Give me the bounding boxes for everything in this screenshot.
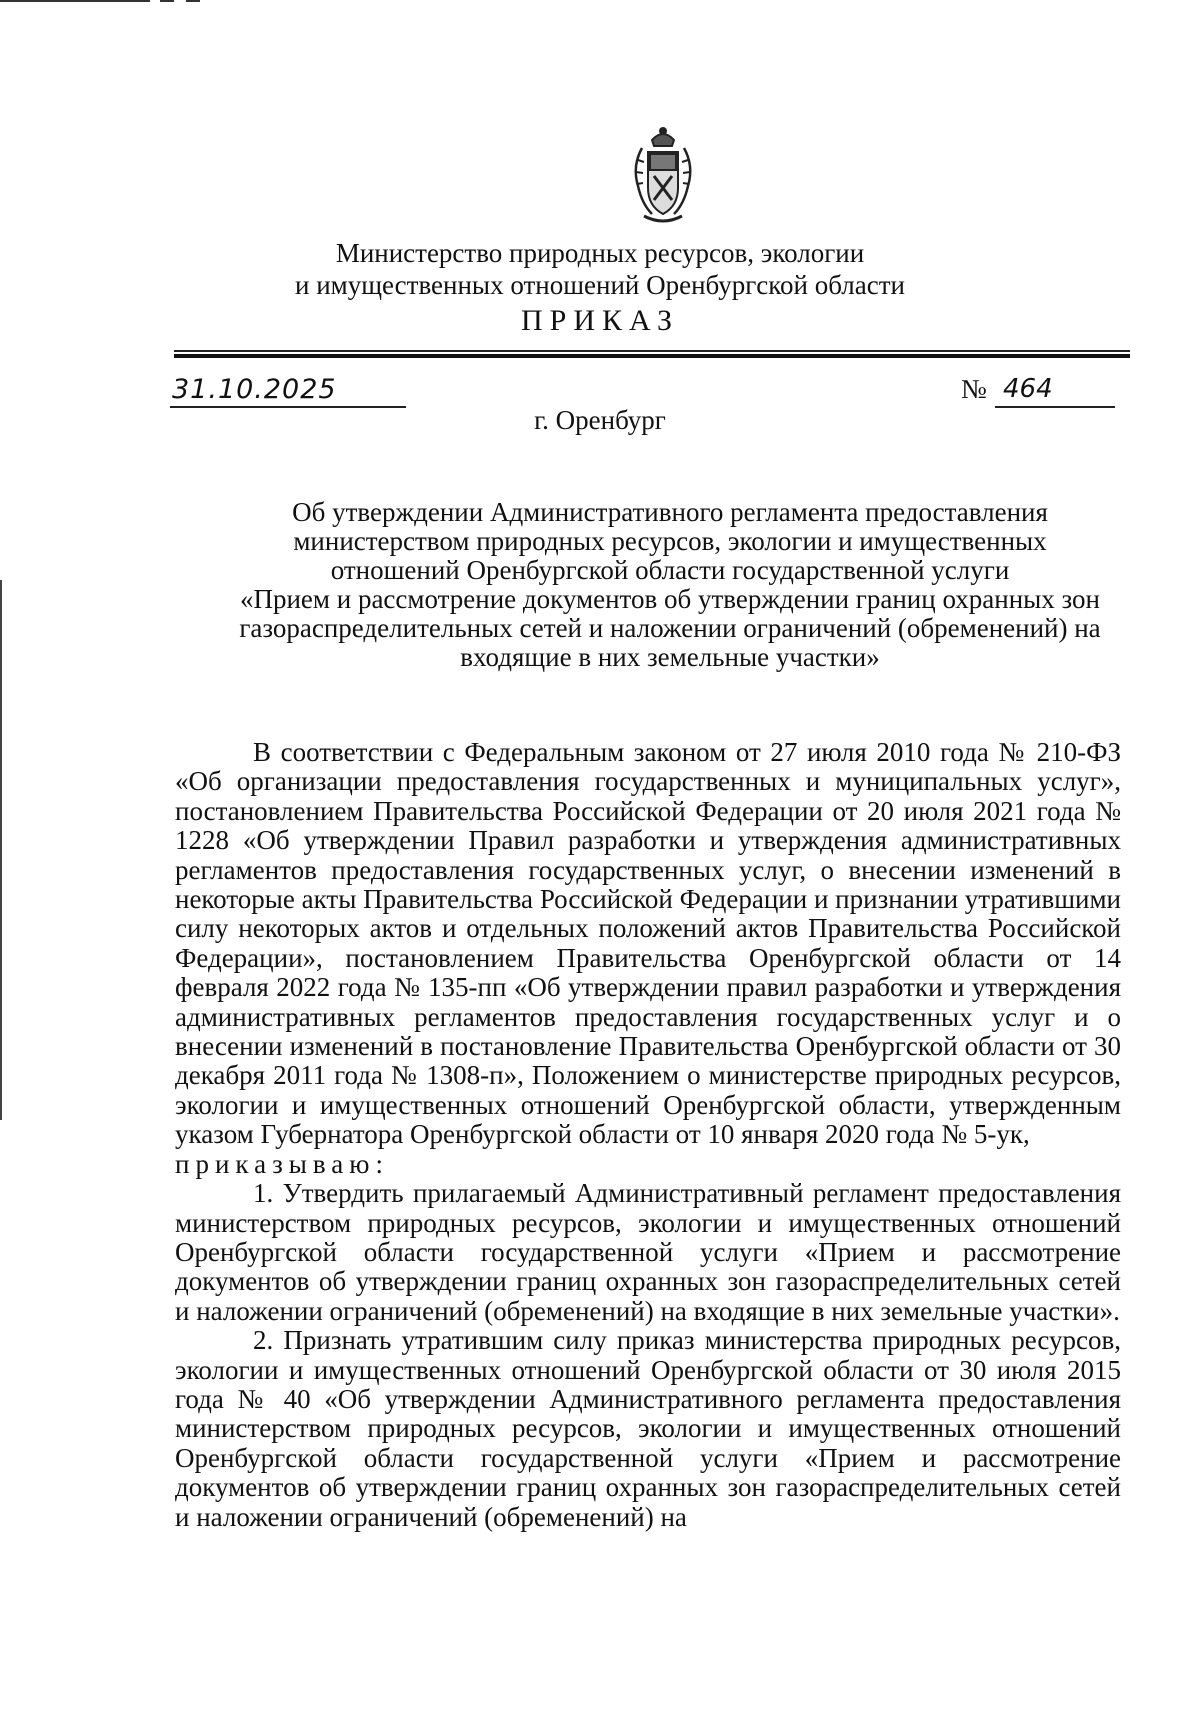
- coat-of-arms-emblem: [628, 126, 698, 228]
- title-line: Об утверждении Административного регламента предоставления: [292, 497, 1048, 527]
- title-line: министерством природных ресурсов, экологии и имущественных: [293, 526, 1047, 556]
- scan-artifact-line: [0, 0, 150, 2]
- ministry-line: Министерство природных ресурсов, экологии: [335, 238, 865, 268]
- number-sign: №: [961, 374, 987, 404]
- city: г. Оренбург: [534, 405, 666, 435]
- order-item-1: 1. Утвердить прилагаемый Административный регламент предоставления министерством природных ресурсов, экологии и имущественных отношений Оренбургской области государственной услуги «Прием и рассмотрение документов об утверждении границ охранных зон газораспределительных сетей и наложении ограничений (обременений) на входящие в них земельные участки».: [175, 1178, 1121, 1326]
- title-line: отношений Оренбургской области государственной услуги: [330, 555, 1010, 585]
- handwritten-number: 464: [1003, 374, 1053, 404]
- preamble-paragraph: В соответствии с Федеральным законом от 27 июля 2010 года № 210-ФЗ «Об организации предоставления государственных и муниципальных услуг», постановлением Правительства Российской Федерации от 20 июля 2021 года № 1228 «Об утверждении Правил разработки и утверждения административных регламентов предоставления государственных услуг, о внесении изменений в некоторые акты Правительства Российской Федерации и признании утратившими силу некоторых актов и отдельных положений актов Правительства Российской Федерации», постановлением Правительства Оренбургской области от 14 февраля 2022 года № 135-пп «Об утверждении правил разработки и утверждения административных регламентов предоставления государственных услуг и о внесении изменений в постановление Правительства Оренбургской области от 30 декабря 2011 года № 1308-п», Положением о министерстве природных ресурсов, экологии и имущественных отношений Оренбургской области, утвержденным указом Губернатора Оренбургской области от 10 января 2020 года № 5-ук,: [175, 737, 1121, 1150]
- order-item-2: 2. Признать утратившим силу приказ министерства природных ресурсов, экологии и имущественных отношений Оренбургской области от 30 июля 2015 года № 40 «Об утверждении Административного регламента предоставления министерством природных ресурсов, экологии и имущественных отношений Оренбургской области государственной услуги «Прием и рассмотрение документов об утверждении границ охранных зон газораспределительных сетей и наложении ограничений (обременений) на: [175, 1325, 1121, 1532]
- title-line: «Прием и рассмотрение документов об утверждении границ охранных зон: [239, 584, 1101, 614]
- document-title: [230, 498, 1110, 672]
- header-rule: [174, 350, 1130, 352]
- scan-artifact-dash: [186, 0, 200, 2]
- title-line: газораспределительных сетей и наложении ограничений (обременений) на: [239, 613, 1101, 643]
- document-body: [175, 738, 1121, 1532]
- scan-artifact-dash: [160, 0, 174, 2]
- order-word: приказываю:: [175, 1148, 389, 1179]
- handwritten-date: 31.10.2025: [172, 374, 337, 405]
- title-line: входящие в них земельные участки»: [460, 642, 880, 672]
- scan-artifact-edge: [0, 580, 2, 1120]
- ministry-line: и имущественных отношений Оренбургской области: [295, 270, 905, 300]
- header-rule: [174, 354, 1130, 358]
- document-type: ПРИКАЗ: [521, 304, 679, 337]
- ministry-name: [0, 237, 1200, 301]
